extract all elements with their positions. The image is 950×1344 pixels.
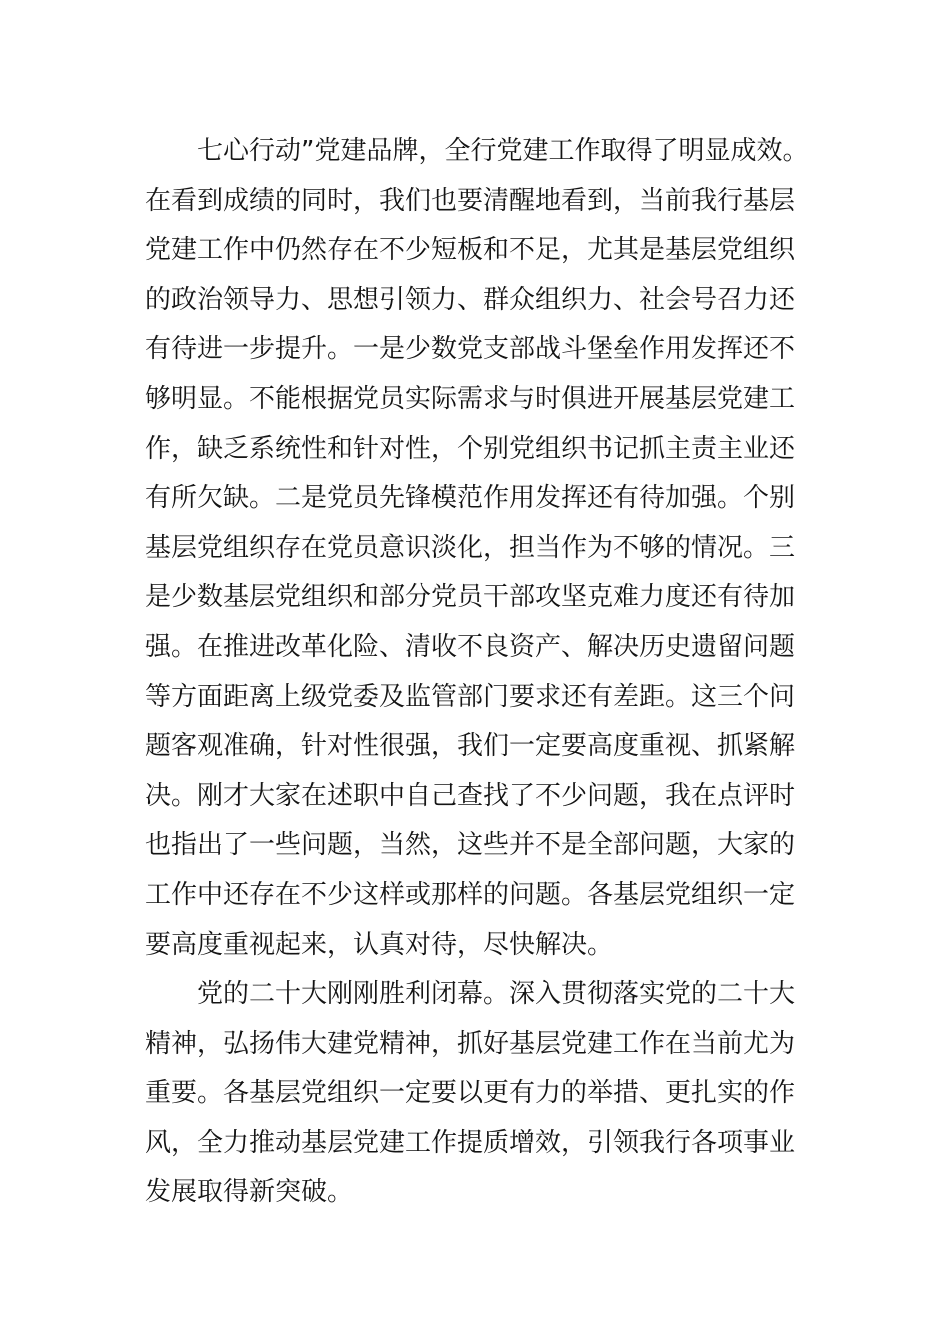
text-line: 重要。各基层党组织一定要以更有力的举措、更扎实的作 [145,1078,796,1109]
text-line: 有待进一步提升。一是少数党支部战斗堡垒作用发挥还不 [145,334,796,365]
text-line: 是少数基层党组织和部分党员干部攻坚克难力度还有待加 [145,582,796,613]
text-line: 在看到成绩的同时，我们也要清醒地看到，当前我行基层 [145,185,796,216]
text-line: 够明显。不能根据党员实际需求与时俱进开展基层党建工 [145,383,796,414]
paragraph-1 [145,127,815,970]
text-line: 风，全力推动基层党建工作提质增效，引领我行各项事业 [145,1127,796,1158]
body-text [145,127,815,1218]
text-line: 决。刚才大家在述职中自己查找了不少问题，我在点评时 [145,780,796,811]
text-line: 强。在推进改革化险、清收不良资产、解决历史遗留问题 [145,631,796,662]
text-line: 党建工作中仍然存在不少短板和不足，尤其是基层党组织 [145,235,796,266]
text-line: 要高度重视起来，认真对待，尽快解决。 [145,929,614,960]
paragraph-2 [145,970,815,1218]
text-line: 党的二十大刚刚胜利闭幕。深入贯彻落实党的二十大 [197,979,796,1010]
text-line: 工作中还存在不少这样或那样的问题。各基层党组织一定 [145,879,796,910]
text-line: 作，缺乏系统性和针对性，个别党组织书记抓主责主业还 [145,433,796,464]
text-line: 精神，弘扬伟大建党精神，抓好基层党建工作在当前尤为 [145,1028,796,1059]
text-line: 的政治领导力、思想引领力、群众组织力、社会号召力还 [145,284,796,315]
text-line: 题客观准确，针对性很强，我们一定要高度重视、抓紧解 [145,731,796,762]
text-line: 也指出了一些问题，当然，这些并不是全部问题，大家的 [145,830,796,861]
text-line: 基层党组织存在党员意识淡化，担当作为不够的情况。三 [145,532,796,563]
text-line: 等方面距离上级党委及监管部门要求还有差距。这三个问 [145,681,796,712]
text-line: 发展取得新突破。 [145,1177,354,1208]
text-line: 有所欠缺。二是党员先锋模范作用发挥还有待加强。个别 [145,483,796,514]
text-line: 七心行动”党建品牌，全行党建工作取得了明显成效。 [197,136,809,166]
